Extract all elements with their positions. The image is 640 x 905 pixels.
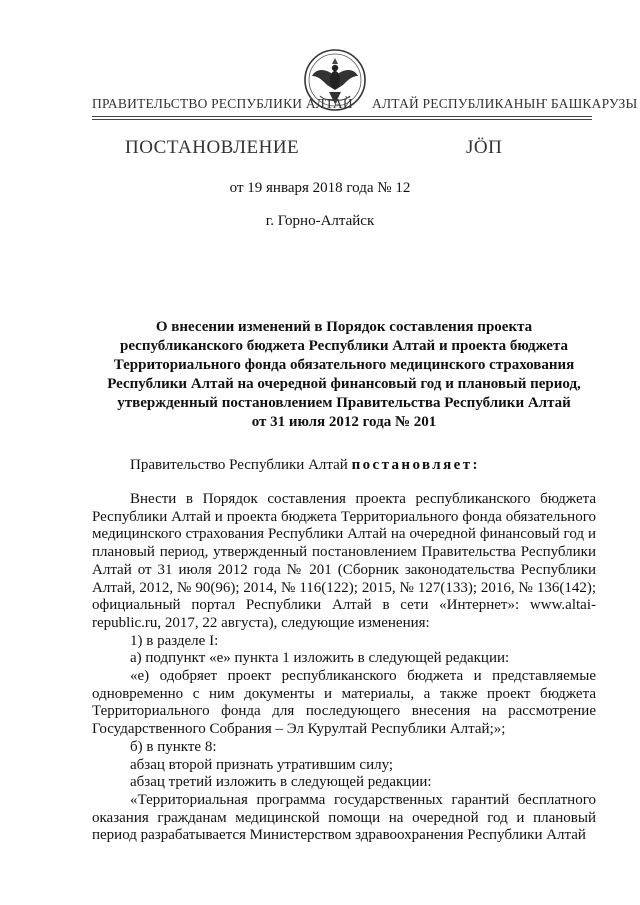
title-line: республиканского бюджета Республики Алтай и проекта бюджета [119, 338, 569, 354]
body-paragraph: «Территориальная программа государственных гарантий бесплатного оказания гражданам медицинской помощи на очередной год и плановый период разрабатывается Министерством здравоохранения Республики Алтай [92, 791, 596, 844]
preamble-text: Правительство Республики Алтай [130, 457, 348, 473]
body-item: абзац второй признать утратившим силу; [130, 756, 394, 773]
title-line: Республики Алтай на очередной финансовый год и плановый период, [107, 376, 581, 392]
header-divider [92, 116, 592, 117]
header-government-name-ru: ПРАВИТЕЛЬСТВО РЕСПУБЛИКИ АЛТАЙ [92, 96, 353, 111]
header-government-name-alt: АЛТАЙ РЕСПУБЛИКАНЫҤ БАШКАРУЗЫ [372, 96, 638, 111]
preamble-verb: постановляет: [351, 457, 480, 473]
preamble [130, 457, 480, 474]
body-item: 1) в разделе I: [130, 632, 219, 649]
header-divider-thick [92, 119, 592, 120]
body-item: а) подпункт «е» пункта 1 изложить в следующей редакции: [130, 650, 510, 667]
body-item: б) в пункте 8: [130, 738, 217, 755]
title-line: утвержденный постановлением Правительства Республики Алтай [117, 395, 571, 411]
title-line: Территориального фонда обязательного медицинского страхования [113, 357, 575, 373]
document-date-number: от 19 января 2018 года № 12 [229, 180, 411, 196]
doc-type-alt: ЈӦП [466, 137, 503, 158]
document-city: г. Горно-Алтайск [265, 213, 375, 229]
body-paragraph: Внести в Порядок составления проекта республиканского бюджета Республики Алтай и проекта бюджета Территориального фонда обязательного медицинского страхования Республики Алтай на очередной финансовый год и плановый период, утвержденный постановлением Правительства Республики Алтай от 31 июля 2012 года № 201 (Сборник законодательства Республики Алтай, 2012, № 90(96); 2014, № 116(122); 2015, № 127(133); 2016, № 136(142); официальный портал Республики Алтай в сети «Интернет»: www.altai-republic.ru, 2017, 22 августа), следующие изменения: [92, 491, 596, 631]
document-body [92, 491, 596, 845]
doc-type-ru: ПОСТАНОВЛЕНИЕ [125, 137, 300, 158]
document-title [92, 318, 596, 432]
body-paragraph: «е) одобряет проект республиканского бюджета и представляемые одновременно с ним документы и материалы, а также проект бюджета Территориального фонда для последующего внесения на рассмотрение Государственного Собрания – Эл Курултай Республики Алтай;»; [92, 668, 596, 738]
title-line: О внесении изменений в Порядок составления проекта [155, 319, 533, 335]
title-line: от 31 июля 2012 года № 201 [251, 414, 437, 430]
body-item: абзац третий изложить в следующей редакции: [130, 774, 432, 791]
